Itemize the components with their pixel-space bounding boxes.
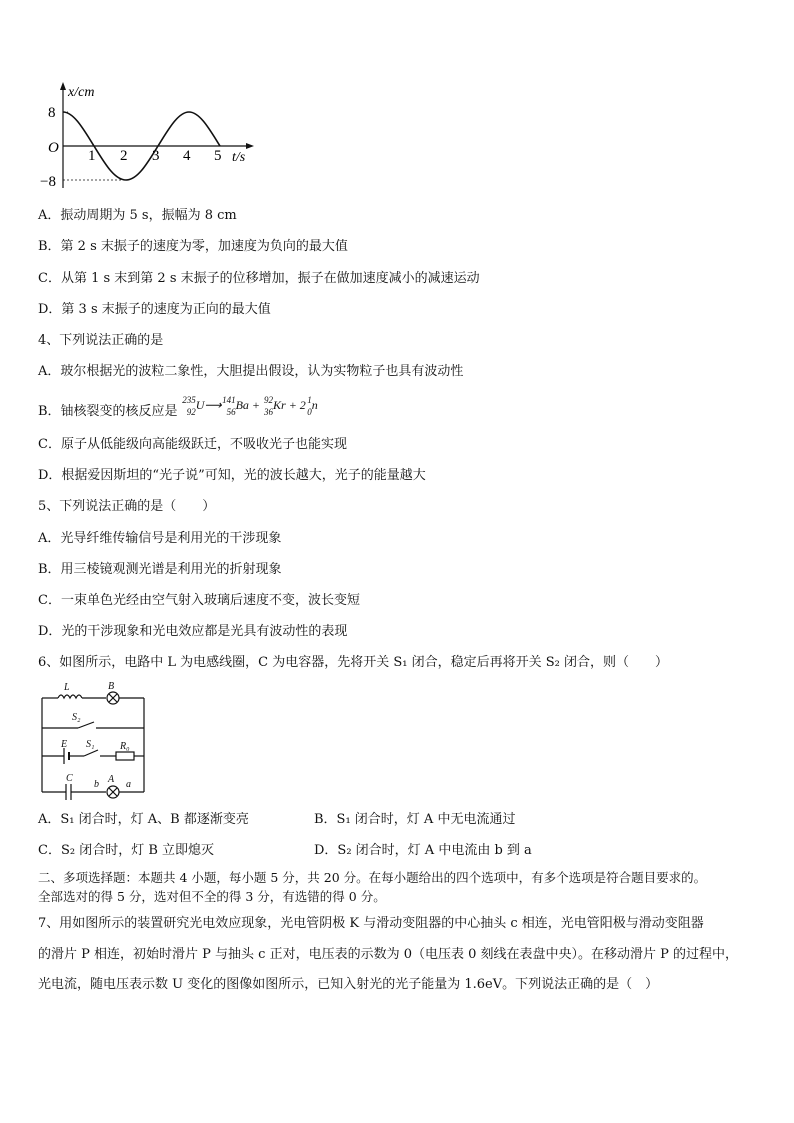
- q5-option-a: A．光导纤维传输信号是利用光的干涉现象: [38, 531, 282, 546]
- x-tick-3: 3: [152, 148, 160, 164]
- x-axis-arrow: [246, 143, 254, 149]
- origin-label: O: [48, 140, 59, 156]
- q4-option-b-label: B．铀核裂变的核反应是: [38, 403, 178, 419]
- oscillation-graph: [28, 78, 268, 198]
- q5-option-b: B．用三棱镜观测光谱是利用光的折射现象: [38, 562, 282, 577]
- q3-option-a: A．振动周期为 5 s，振幅为 8 cm: [38, 208, 237, 223]
- label-s1: S₁: [86, 739, 95, 750]
- q6-stem: 6、如图所示，电路中 L 为电感线圈，C 为电容器，先将开关 S₁ 闭合，稳定后再将开关 S₂ 闭合，则（ ）: [38, 655, 669, 670]
- q3-option-c: C．从第 1 s 末到第 2 s 末振子的位移增加，振子在做加速度减小的减速运动: [38, 271, 480, 286]
- q6-option-d: D．S₂ 闭合时，灯 A 中电流由 b 到 a: [314, 843, 532, 858]
- q6-option-a: A．S₁ 闭合时，灯 A、B 都逐渐变亮: [38, 812, 249, 827]
- q4-option-d: D．根据爱因斯坦的“光子说”可知，光的波长越大，光子的能量越大: [38, 468, 426, 483]
- q4-option-a: A．玻尔根据光的波粒二象性，大胆提出假设，认为实物粒子也具有波动性: [38, 364, 464, 379]
- q6-option-b: B．S₁ 闭合时，灯 A 中无电流通过: [314, 812, 516, 827]
- label-r0: R₀: [120, 741, 130, 752]
- q4-stem: 4、下列说法正确的是: [38, 333, 164, 348]
- q6-option-c: C．S₂ 闭合时，灯 B 立即熄灭: [38, 843, 215, 858]
- q7-line3: 光电流，随电压表示数 U 变化的图像如图所示，已知入射光的光子能量为 1.6eV。下列说法正确的是（ ）: [38, 977, 659, 992]
- label-a-lamp: A: [108, 774, 115, 785]
- x-tick-2: 2: [120, 148, 128, 164]
- label-e: E: [61, 739, 68, 750]
- y-axis-label: x/cm: [68, 85, 95, 100]
- q7-line2: 的滑片 P 相连，初始时滑片 P 与抽头 c 正对，电压表的示数为 0（电压表 0 刻线在表盘中央）。在移动滑片 P 的过程中，: [38, 947, 739, 962]
- q3-option-b: B．第 2 s 末振子的速度为零，加速度为负向的最大值: [38, 239, 348, 254]
- q3-option-d: D．第 3 s 末振子的速度为正向的最大值: [38, 302, 271, 317]
- x-tick-5: 5: [214, 148, 222, 164]
- section2-heading-cont: 全部选对的得 5 分，选对但不全的得 3 分，有选错的得 0 分。: [38, 889, 386, 904]
- circuit-diagram: [36, 680, 156, 805]
- x-tick-1: 1: [88, 148, 96, 164]
- y-axis-arrow: [60, 82, 66, 90]
- fission-equation: 235 92 U⟶ 141 56 Ba + 92 36 Kr + 2 1 0 n: [182, 395, 318, 417]
- label-b-terminal: b: [94, 779, 99, 790]
- x-axis-label: t/s: [232, 150, 246, 165]
- y-tick-neg8: −8: [40, 174, 56, 190]
- q4-option-c: C．原子从低能级向高能级跃迁，不吸收光子也能实现: [38, 437, 347, 452]
- x-tick-4: 4: [183, 148, 191, 164]
- switch-s1: [84, 750, 98, 756]
- q4-option-b: [38, 395, 318, 424]
- label-s2: S₂: [72, 712, 81, 723]
- q5-option-d: D．光的干涉现象和光电效应都是光具有波动性的表现: [38, 624, 348, 639]
- label-l: L: [64, 682, 70, 693]
- section2-heading: 二、多项选择题：本题共 4 小题，每小题 5 分，共 20 分。在每小题给出的四个选项中，有多个选项是符合题目要求的。: [38, 870, 707, 885]
- q5-option-c: C．一束单色光经由空气射入玻璃后速度不变，波长变短: [38, 593, 360, 608]
- label-b: B: [108, 681, 115, 692]
- inductor-coil: [58, 695, 82, 698]
- resistor-r0: [116, 752, 134, 760]
- label-a-terminal: a: [126, 779, 131, 790]
- y-tick-8: 8: [48, 105, 56, 121]
- label-c: C: [66, 773, 73, 784]
- q7-line1: 7、用如图所示的装置研究光电效应现象，光电管阴极 K 与滑动变阻器的中心抽头 c 相连，光电管阳极与滑动变阻器: [38, 916, 704, 931]
- q5-stem: 5、下列说法正确的是（ ）: [38, 499, 216, 514]
